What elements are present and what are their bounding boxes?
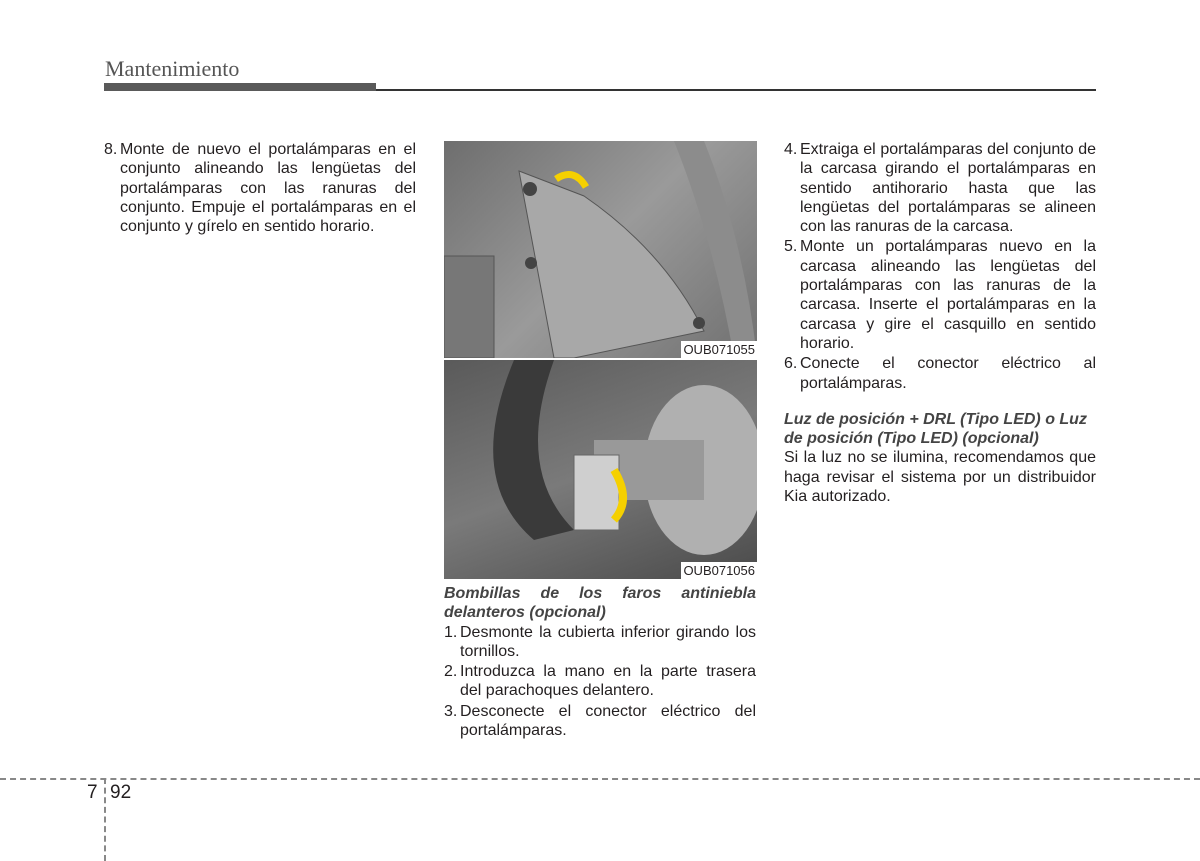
fog-lamp-illustration — [444, 360, 757, 579]
figure-caption: OUB071055 — [683, 342, 755, 357]
step-text: Monte de nuevo el portalámparas en el conjunto alineando las lengüetas del portalámparas con las ranuras del conjunto. Empuje el portalámparas en el conjunto y gírelo en sentido horario. — [120, 141, 416, 236]
step-number: 1. — [444, 623, 458, 641]
step-text: Desconecte el conector eléctrico del portalámparas. — [460, 702, 756, 740]
step-number: 5. — [784, 238, 798, 256]
led-heading: Luz de posición + DRL (Tipo LED) o Luz de posición (Tipo LED) (opcional) — [784, 410, 1087, 448]
header-rule — [376, 89, 1096, 91]
step-number: 4. — [784, 141, 798, 158]
header-bar — [104, 83, 376, 91]
step-text: Extraiga el portalámparas del conjunto de la carcasa girando el portalámparas en sentido antihorario hasta que las lengüetas del portalámparas se alineen con las ranuras de la carcasa. — [800, 141, 1096, 236]
figure-caption: OUB071056 — [683, 563, 755, 578]
step-text: Introduzca la mano en la parte trasera del parachoques delantero. — [460, 663, 756, 700]
bumper-illustration — [444, 141, 757, 358]
step-number: 6. — [784, 355, 798, 373]
figure-fog-lamp — [444, 360, 757, 579]
middle-column — [444, 584, 756, 741]
step-6 — [784, 354, 1096, 393]
step-number: 3. — [444, 702, 458, 720]
led-paragraph: Si la luz no se ilumina, recomendamos que haga revisar el sistema por un distribuidor Kia autorizado. — [784, 449, 1096, 506]
right-column — [784, 140, 1096, 506]
step-8 — [104, 140, 416, 236]
page-number: 92 — [110, 782, 132, 803]
section-title: Mantenimiento — [105, 56, 240, 81]
fog-lamp-heading: Bombillas de los faros antiniebla delanteros (opcional) — [444, 585, 756, 622]
footer-divider — [104, 778, 106, 861]
step-4 — [784, 140, 1096, 236]
step-1 — [444, 623, 756, 662]
step-text: Desmonte la cubierta inferior girando los tornillos. — [460, 623, 756, 660]
chapter-number: 7 — [87, 782, 98, 803]
step-2 — [444, 662, 756, 701]
step-3 — [444, 702, 756, 741]
step-number: 2. — [444, 663, 458, 681]
left-column — [104, 140, 416, 237]
rotate-arrow-icon — [556, 175, 586, 188]
footer-rule — [0, 778, 1200, 780]
figure-bumper-cover — [444, 141, 757, 358]
step-number: 8. — [104, 141, 118, 158]
step-text: Conecte el conector eléctrico al portalámparas. — [800, 355, 1096, 392]
step-5 — [784, 237, 1096, 353]
step-text: Monte un portalámparas nuevo en la carcasa alineando las lengüetas del portalámparas con las ranuras de la carcasa. Inserte el portalámparas en la carcasa y gire el casquillo en sentido horario. — [800, 238, 1096, 352]
